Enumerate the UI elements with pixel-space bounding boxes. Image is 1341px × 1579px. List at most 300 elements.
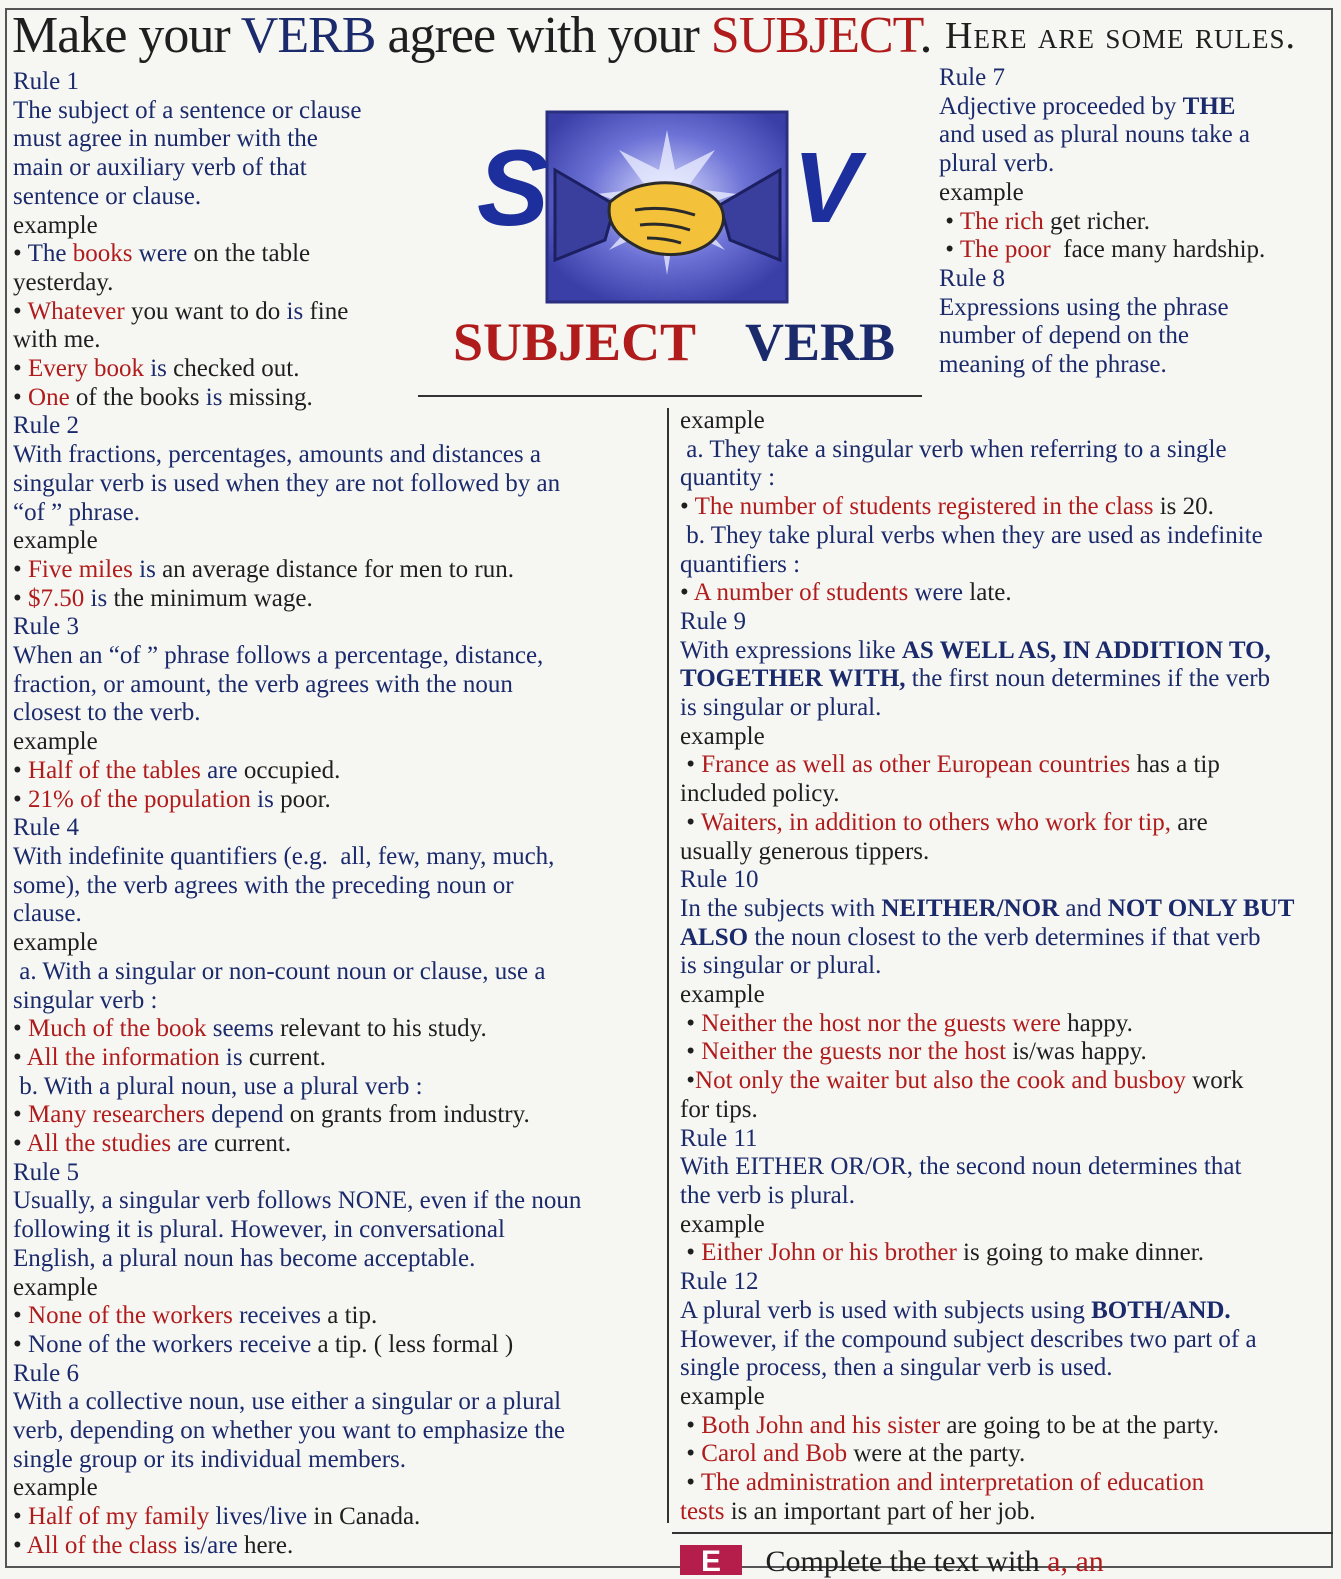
text-line (680, 895, 1340, 924)
text-line (680, 723, 1340, 752)
rule-heading (13, 1159, 663, 1188)
text-span: example (13, 1273, 98, 1301)
rule-block-rule8 (939, 265, 1331, 380)
text-span: example (13, 929, 98, 957)
text-span: main or auxiliary verb of that (13, 154, 307, 182)
text-span: • (13, 1101, 29, 1129)
text-line (939, 294, 1331, 323)
text-line (680, 1182, 1340, 1211)
text-line (13, 671, 663, 700)
text-line (680, 780, 1340, 809)
text-span: Rule 8 (939, 264, 1005, 292)
text-span: • (680, 493, 695, 521)
text-span: Whatever (27, 297, 125, 325)
text-span: • (680, 808, 701, 836)
text-span: Rule 4 (13, 814, 79, 842)
text-span: None of the workers receive (28, 1330, 312, 1358)
text-span: the noun closest to the verb determines if that verb (748, 923, 1261, 951)
text-span: Rule 7 (939, 64, 1005, 91)
text-line (680, 1038, 1340, 1067)
text-line (13, 728, 663, 757)
text-span: singular verb is used when they are not followed by an (13, 469, 561, 497)
text-span: THE (1182, 92, 1236, 120)
text-line (13, 298, 663, 327)
text-span: is singular or plural. (680, 952, 882, 980)
text-span: checked out. (166, 355, 300, 383)
exercise-heading (680, 1545, 1104, 1579)
text-span: • (680, 1067, 696, 1095)
text-span: number of depend on the (939, 322, 1189, 350)
text-line (13, 1245, 663, 1274)
text-span: clause. (13, 900, 82, 928)
text-span: included policy. (680, 780, 840, 808)
text-span: is (143, 355, 167, 383)
text-span: current. (207, 1130, 292, 1158)
text-line (939, 236, 1331, 265)
text-span: A number of students (693, 579, 909, 607)
text-span: fraction, or amount, the verb agrees with the noun (13, 670, 513, 698)
text-span: sentence or clause. (13, 182, 202, 210)
text-line (680, 637, 1340, 666)
text-span: b. With a plural noun, use a plural verb : (13, 1072, 423, 1100)
text-line (13, 1331, 663, 1360)
text-span: is/was happy. (1006, 1038, 1147, 1066)
right-top-column (939, 64, 1331, 380)
rule-block-rule6 (13, 1360, 663, 1561)
text-span: seems (206, 1015, 274, 1043)
text-span: Waiters, in addition to others who work for tip, (700, 808, 1171, 836)
right-column (680, 407, 1340, 1526)
text-line (13, 1216, 663, 1245)
text-span: must agree in number with the (13, 125, 318, 153)
text-span: face many hardship. (1050, 236, 1266, 264)
text-span: Much of the book (28, 1015, 207, 1043)
text-line (13, 470, 663, 499)
text-span: • (939, 207, 960, 235)
text-span: poor. (273, 785, 331, 813)
text-span: Neither the host nor the guests were (701, 1009, 1061, 1037)
text-line (680, 751, 1340, 780)
text-line (680, 809, 1340, 838)
text-span: A plural verb is used with subjects using (680, 1296, 1092, 1324)
text-span: • (680, 751, 702, 779)
exercise-highlight: a, an (1047, 1545, 1104, 1578)
rule-block-rule7 (939, 64, 1331, 265)
text-span: The administration and interpretation of education (700, 1469, 1205, 1497)
text-line (13, 499, 663, 528)
text-line (13, 1101, 663, 1130)
text-span: • (680, 1009, 702, 1037)
text-line (939, 179, 1331, 208)
text-span: The number of students registered in the class (694, 493, 1154, 521)
text-span: Every book (28, 355, 144, 383)
text-line (13, 757, 663, 786)
rule-heading (13, 68, 663, 97)
text-line (680, 665, 1340, 694)
text-span: Rule 9 (680, 607, 746, 635)
text-span: 21% of the population (28, 785, 251, 813)
text-line (13, 1073, 663, 1102)
text-line (13, 1532, 663, 1561)
text-span: • (13, 1503, 29, 1531)
text-line (13, 843, 663, 872)
text-span: NOT ONLY BUT (1107, 894, 1295, 922)
text-span: Not only the waiter but also the cook and busboy (695, 1067, 1186, 1095)
rule-heading (13, 412, 663, 441)
text-span: Either John or his brother (701, 1239, 957, 1267)
text-line (13, 1187, 663, 1216)
text-line (13, 125, 663, 154)
text-span: • (13, 1531, 27, 1559)
text-line (680, 1125, 1340, 1154)
text-span: occupied. (237, 756, 341, 784)
text-line (13, 872, 663, 901)
text-line (680, 924, 1340, 953)
text-span: meaning of the phrase. (939, 351, 1167, 379)
text-line (680, 464, 1340, 493)
text-span: Carol and Bob (701, 1440, 848, 1468)
text-span: • (13, 1015, 29, 1043)
text-span: single group or its individual members. (13, 1445, 407, 1473)
rule-heading (13, 814, 663, 843)
logo-verb-label: VERB (745, 312, 896, 372)
text-line (13, 326, 663, 355)
text-span: • (13, 1043, 27, 1071)
text-span: AS WELL AS, IN ADDITION TO, (901, 636, 1271, 664)
text-line (13, 212, 663, 241)
text-line (13, 642, 663, 671)
text-span: • (13, 1130, 27, 1158)
text-line (13, 585, 663, 614)
text-span: $7.50 (28, 584, 85, 612)
text-span: • (680, 1239, 702, 1267)
text-line (680, 1067, 1340, 1096)
text-span: With fractions, percentages, amounts and distances a (13, 441, 541, 469)
text-span: are (1170, 808, 1208, 836)
text-span: quantifiers : (680, 550, 801, 578)
text-line (680, 1096, 1340, 1125)
text-span: current. (242, 1043, 326, 1071)
text-span: is (132, 555, 156, 583)
text-span: Rule 2 (13, 412, 79, 440)
text-line (680, 493, 1340, 522)
text-span: France as well as other European countries (701, 751, 1131, 779)
text-span: NEITHER/NOR (881, 894, 1060, 922)
text-span: you want to do (124, 297, 287, 325)
text-span: work (1185, 1067, 1244, 1095)
page-title (12, 6, 932, 65)
rule-block-rule1 (13, 68, 663, 412)
rule-heading (939, 265, 1331, 294)
text-span: quantity : (680, 464, 776, 492)
title-subtitle: Here are some rules. (945, 15, 1296, 57)
text-line (680, 1383, 1340, 1412)
text-span: • (680, 1411, 702, 1439)
text-span: b. They take plural verbs when they are used as indefinite (680, 521, 1263, 549)
text-span: depend (205, 1101, 284, 1129)
logo-subject-label: SUBJECT (453, 312, 697, 372)
text-span: In the subjects with (680, 894, 882, 922)
text-span: • (13, 383, 29, 411)
text-line (680, 407, 1340, 436)
text-span: With EITHER OR/OR, the second noun determines that (680, 1153, 1242, 1181)
text-line (13, 269, 663, 298)
text-line (680, 838, 1340, 867)
text-span: Half of the tables (28, 756, 201, 784)
text-span: Rule 10 (680, 866, 759, 894)
text-line (939, 121, 1331, 150)
text-span: All the information (26, 1043, 220, 1071)
text-span: However, if the compound subject describes two part of a (680, 1325, 1257, 1353)
text-span: example (680, 1382, 765, 1410)
text-span: example (680, 1210, 765, 1238)
text-span: for tips. (680, 1095, 758, 1123)
text-span: an average distance for men to run. (155, 555, 514, 583)
text-span: All the studies (26, 1130, 172, 1158)
text-span: • (680, 1469, 701, 1497)
text-span: English, a plural noun has become acceptable. (13, 1244, 476, 1272)
text-span: were (908, 579, 964, 607)
text-span: is (286, 297, 304, 325)
title-subject: SUBJECT (710, 7, 920, 64)
title-part2: agree with your (375, 7, 711, 64)
text-line (680, 1412, 1340, 1441)
text-span: • (13, 756, 29, 784)
logo-s: S (477, 127, 550, 248)
text-line (13, 556, 663, 585)
text-span: With expressions like (680, 636, 902, 664)
text-span: “of ” phrase. (13, 498, 141, 526)
text-span: example (13, 1474, 98, 1502)
text-span: With a collective noun, use either a singular or a plural (13, 1388, 562, 1416)
text-line (680, 1239, 1340, 1268)
text-line (680, 1354, 1340, 1383)
text-span: Rule 12 (680, 1268, 759, 1296)
text-span: a tip. (320, 1302, 378, 1330)
text-span: receives (232, 1302, 321, 1330)
rule-block-rule12 (680, 1268, 1340, 1526)
text-span: of the books (69, 383, 206, 411)
text-span: on grants from industry. (283, 1101, 530, 1129)
rule-heading (680, 608, 1340, 637)
text-span: is an important part of her job. (724, 1497, 1036, 1525)
text-line (939, 322, 1331, 351)
text-span: Expressions using the phrase (939, 293, 1229, 321)
text-line (13, 384, 663, 413)
rule-heading (680, 866, 1340, 895)
text-line (13, 240, 663, 269)
text-line (13, 183, 663, 212)
text-line (680, 522, 1340, 551)
text-span: Rule 6 (13, 1359, 79, 1387)
text-span: Half of my family (28, 1503, 210, 1531)
text-line (939, 150, 1331, 179)
text-span: singular verb : (13, 986, 158, 1014)
text-span: is (219, 1043, 243, 1071)
logo-v: V (793, 132, 860, 244)
text-span: is (84, 584, 108, 612)
text-span: plural verb. (939, 150, 1055, 178)
text-line (13, 1130, 663, 1159)
text-span: Adjective proceeded by (939, 92, 1183, 120)
divider-bottom (672, 1532, 1333, 1534)
text-line (680, 1297, 1340, 1326)
text-line (13, 355, 663, 384)
text-span: here. (237, 1531, 294, 1559)
text-span: The subject of a sentence or clause (13, 96, 362, 124)
text-span: lives/live (209, 1503, 308, 1531)
text-line (680, 579, 1340, 608)
text-span: Rule 3 (13, 613, 79, 641)
text-span: • (939, 236, 960, 264)
text-span: • (680, 1038, 702, 1066)
text-line (13, 154, 663, 183)
text-line (13, 1015, 663, 1044)
left-column (13, 68, 663, 1561)
rule-block-rule9 (680, 608, 1340, 866)
text-line (13, 987, 663, 1016)
text-span: The poor (959, 236, 1051, 264)
text-span: None of the workers (28, 1302, 233, 1330)
text-line (13, 958, 663, 987)
text-span: One (28, 383, 70, 411)
text-span: is going to make dinner. (956, 1239, 1204, 1267)
text-span: are going to be at the party. (940, 1411, 1220, 1439)
text-span: example (13, 527, 98, 555)
text-span: were (132, 240, 188, 268)
text-span: is (205, 383, 223, 411)
text-span: Five miles (28, 555, 133, 583)
text-line (680, 1211, 1340, 1240)
text-span: the first noun determines if the verb (905, 665, 1271, 693)
text-span: example (13, 211, 98, 239)
text-span: yesterday. (13, 268, 114, 296)
text-line (13, 1446, 663, 1475)
rule-block-rule3 (13, 613, 663, 814)
text-span: a. With a singular or non-count noun or clause, use a (13, 957, 546, 985)
text-span: example (13, 728, 98, 756)
text-line (13, 786, 663, 815)
text-line (680, 981, 1340, 1010)
text-line (13, 1274, 663, 1303)
text-span: • (13, 584, 29, 612)
text-span: a. They take a singular verb when referring to a single (680, 435, 1227, 463)
text-span: is singular or plural. (680, 694, 882, 722)
text-line (680, 1153, 1340, 1182)
text-span: • (680, 579, 694, 607)
text-span: When an “of ” phrase follows a percentage, distance, (13, 642, 544, 670)
text-span: and (1059, 894, 1108, 922)
text-span: example (680, 722, 765, 750)
text-span: • (680, 1440, 702, 1468)
rule-block-rule4 (13, 814, 663, 1158)
text-span: were at the party. (847, 1440, 1026, 1468)
text-span: example (680, 981, 765, 1009)
text-span: the verb is plural. (680, 1181, 855, 1209)
text-span: has a tip (1130, 751, 1220, 779)
text-line (680, 1440, 1340, 1469)
text-span: usually generous tippers. (680, 837, 930, 865)
text-line (13, 97, 663, 126)
text-span: • (13, 240, 28, 268)
text-span: • (13, 1330, 29, 1358)
rule-block-rule10 (680, 866, 1340, 1124)
text-span: Usually, a singular verb follows NONE, even if the noun (13, 1187, 582, 1215)
text-line (13, 900, 663, 929)
text-span: the minimum wage. (107, 584, 313, 612)
text-line (680, 436, 1340, 465)
title-part1: Make your (12, 7, 241, 64)
text-line (13, 929, 663, 958)
text-line (680, 952, 1340, 981)
text-line (13, 441, 663, 470)
text-line (939, 351, 1331, 380)
text-span: verb, depending on whether you want to emphasize the (13, 1417, 565, 1445)
text-span: happy. (1060, 1009, 1133, 1037)
text-line (680, 1498, 1340, 1527)
text-span: Both John and his sister (701, 1411, 941, 1439)
divider-vertical (667, 408, 669, 1523)
text-span: closest to the verb. (13, 699, 201, 727)
text-line (13, 1474, 663, 1503)
title-verb: VERB (240, 7, 376, 64)
text-span: Rule 5 (13, 1158, 79, 1186)
text-span: • (13, 1302, 29, 1330)
text-span: The rich (959, 207, 1044, 235)
text-span: is/are (177, 1531, 238, 1559)
text-span: • (13, 355, 29, 383)
text-span: single process, then a singular verb is used. (680, 1354, 1113, 1382)
text-line (680, 1268, 1340, 1297)
text-line (13, 1302, 663, 1331)
text-span: example (939, 178, 1024, 206)
text-line (13, 1417, 663, 1446)
text-span: in Canada. (307, 1503, 421, 1531)
text-line (680, 1469, 1340, 1498)
text-line (939, 93, 1331, 122)
exercise-text: Complete the text with (765, 1545, 1048, 1578)
text-span: and used as plural nouns take a (939, 121, 1251, 149)
text-span: are (200, 756, 238, 784)
exercise-badge: E (680, 1545, 742, 1575)
text-line (680, 551, 1340, 580)
text-span: a tip. ( less formal ) (311, 1330, 514, 1358)
text-span: • (13, 555, 29, 583)
text-span: With indefinite quantifiers (e.g. all, few, many, much, (13, 842, 555, 870)
text-span: following it is plural. However, in conversational (13, 1216, 505, 1244)
text-span: Neither the guests nor the host (701, 1038, 1007, 1066)
text-line (13, 699, 663, 728)
text-span: some), the verb agrees with the preceding noun or (13, 871, 514, 899)
text-span: tests (680, 1497, 725, 1525)
text-span: The (27, 240, 73, 268)
text-span: fine (303, 297, 349, 325)
text-span: is 20. (1153, 493, 1214, 521)
rule-block-rule2 (13, 412, 663, 613)
text-span: missing. (222, 383, 313, 411)
title-part3: . (919, 7, 932, 64)
text-span: Many researchers (28, 1101, 206, 1129)
text-span: on the table (187, 240, 311, 268)
text-line (13, 527, 663, 556)
text-span: get richer. (1043, 207, 1150, 235)
text-span: late. (963, 579, 1012, 607)
text-span: example (680, 407, 765, 434)
rule-heading (13, 1360, 663, 1389)
text-line (13, 1044, 663, 1073)
text-line (680, 1326, 1340, 1355)
text-span: • (13, 785, 29, 813)
